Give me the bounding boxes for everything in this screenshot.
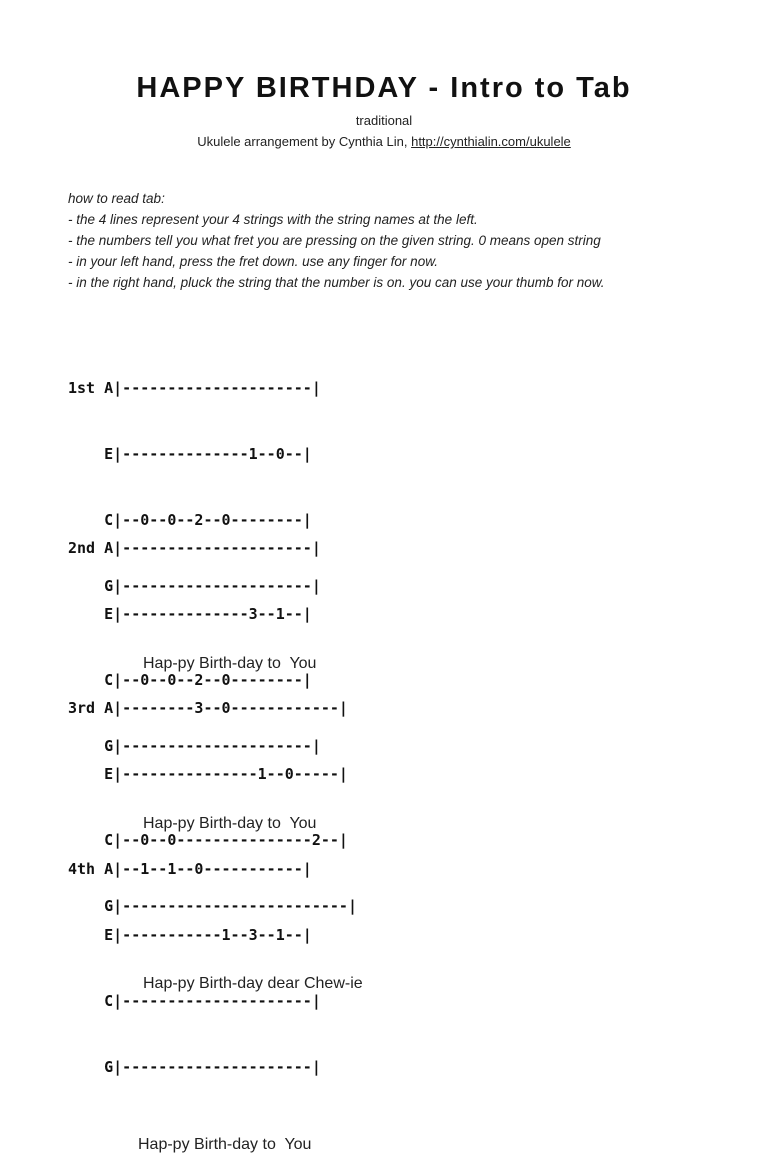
tab-line-a: 2nd A|---------------------| bbox=[68, 539, 321, 557]
credit-text: Ukulele arrangement by Cynthia Lin, bbox=[197, 134, 412, 149]
credit-line bbox=[0, 134, 768, 149]
tab-line-a: 4th A|--1--1--0-----------| bbox=[68, 860, 312, 878]
instruction-line: - the numbers tell you what fret you are pressing on the given string. 0 means open string bbox=[68, 233, 601, 248]
tab-line-g: G|---------------------| bbox=[68, 577, 321, 595]
tab-block bbox=[68, 814, 321, 1122]
lyric-line: Hap-py Birth-day to You bbox=[143, 655, 317, 672]
tab-line-g: G|---------------------| bbox=[68, 1058, 321, 1076]
tab-line-c: C|--0--0---------------2--| bbox=[68, 831, 348, 849]
instructions-heading: how to read tab: bbox=[68, 191, 165, 206]
credit-link[interactable]: http://cynthialin.com/ukulele bbox=[411, 134, 571, 149]
tab-line-g: G|---------------------| bbox=[68, 737, 321, 755]
lyric-line: Hap-py Birth-day to You bbox=[138, 1136, 312, 1153]
instructions bbox=[68, 188, 605, 293]
tab-line-a: 3rd A|--------3--0------------| bbox=[68, 699, 348, 717]
tab-line-g: G|-------------------------| bbox=[68, 897, 357, 915]
tab-line-a: 1st A|---------------------| bbox=[68, 379, 321, 397]
page-title: HAPPY BIRTHDAY - Intro to Tab bbox=[136, 72, 632, 104]
instruction-line: - the 4 lines represent your 4 strings with the string names at the left. bbox=[68, 212, 478, 227]
tab-line-e: E|---------------1--0-----| bbox=[68, 765, 348, 783]
tab-line-e: E|--------------3--1--| bbox=[68, 605, 312, 623]
lyric-line: Hap-py Birth-day dear Chew-ie bbox=[143, 975, 363, 992]
instruction-line: - in the right hand, pluck the string that the number is on. you can use your thumb for now. bbox=[68, 275, 605, 290]
tab-line-c: C|---------------------| bbox=[68, 992, 321, 1010]
tab-line-c: C|--0--0--2--0--------| bbox=[68, 671, 312, 689]
tab-line-e: E|-----------1--3--1--| bbox=[68, 926, 312, 944]
subtitle: traditional bbox=[355, 113, 413, 128]
tab-line-c: C|--0--0--2--0--------| bbox=[68, 511, 312, 529]
tab-line-e: E|--------------1--0--| bbox=[68, 445, 312, 463]
lyric-line: Hap-py Birth-day to You bbox=[143, 815, 317, 832]
instruction-line: - in your left hand, press the fret down. use any finger for now. bbox=[68, 254, 438, 269]
verse-4 bbox=[68, 814, 321, 1154]
